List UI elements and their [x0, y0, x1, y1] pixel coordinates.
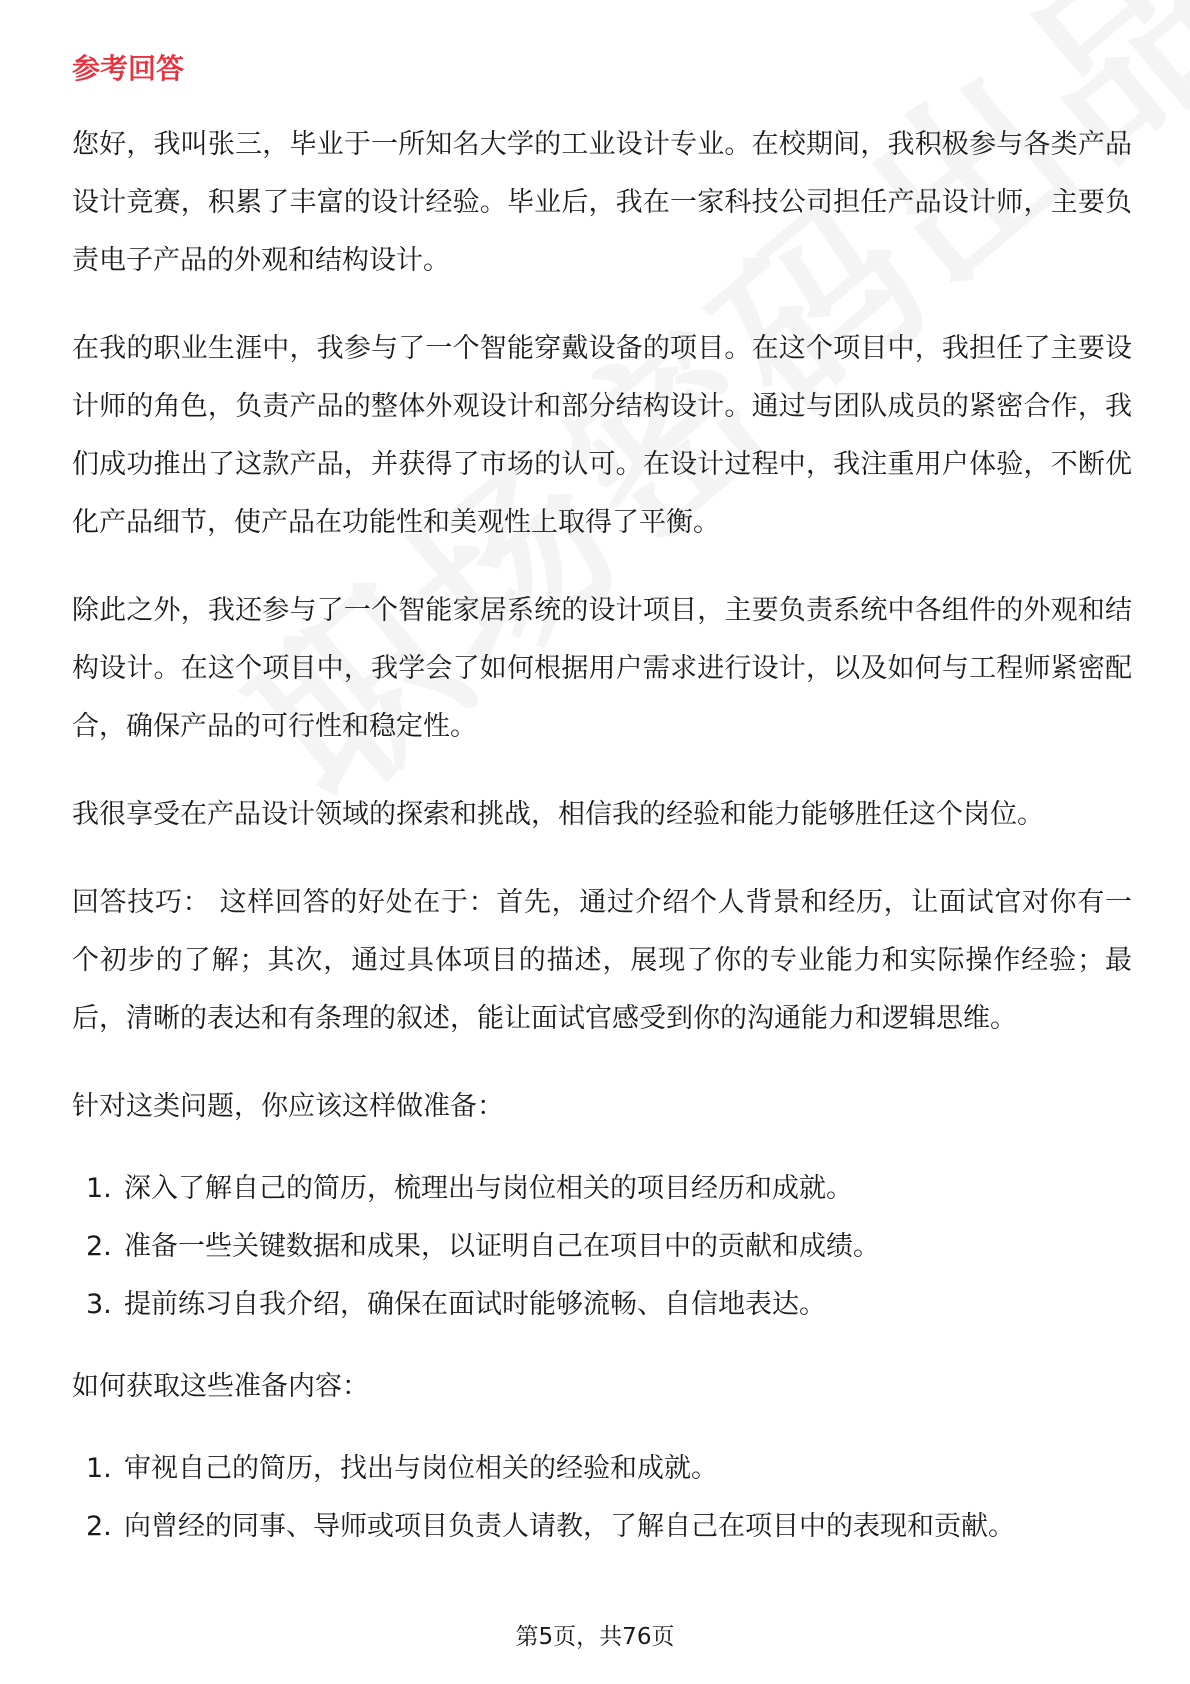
paragraph-intro: 您好，我叫张三，毕业于一所知名大学的工业设计专业。在校期间，我积极参与各类产品设计竞赛，积累了丰富的设计经验。毕业后，我在一家科技公司担任产品设计师，主要负责电子产品的外观和结构设计。: [72, 129, 1132, 276]
paragraph-answer-tips: 回答技巧： 这样回答的好处在于：首先，通过介绍个人背景和经历，让面试官对你有一个初步的了解；其次，通过具体项目的描述，展现了你的专业能力和实际操作经验；最后，清晰的表达和有条理的叙述，能让面试官感受到你的沟通能力和逻辑思维。: [72, 887, 1132, 1034]
paragraph-wearable-project: 在我的职业生涯中，我参与了一个智能穿戴设备的项目。在这个项目中，我担任了主要设计师的角色，负责产品的整体外观设计和部分结构设计。通过与团队成员的紧密合作，我们成功推出了这款产品，并获得了市场的认可。在设计过程中，我注重用户体验，不断优化产品细节，使产品在功能性和美观性上取得了平衡。: [72, 333, 1132, 538]
list-item-text: 深入了解自己的简历，梳理出与岗位相关的项目经历和成就。: [124, 1173, 853, 1204]
list-item: [72, 1498, 1132, 1556]
page-number: 第5页，共76页: [515, 1624, 675, 1650]
paragraph-closing: 我很享受在产品设计领域的探索和挑战，相信我的经验和能力能够胜任这个岗位。: [72, 799, 1044, 830]
list-item: [72, 1276, 1132, 1334]
page-content: [72, 48, 1132, 1580]
list-item-text: 提前练习自我介绍，确保在面试时能够流畅、自信地表达。: [124, 1289, 826, 1320]
obtain-list: [72, 1440, 1132, 1556]
list-item-number: 1.: [86, 1173, 112, 1204]
list-item: [72, 1160, 1132, 1218]
list-item-number: 2.: [86, 1511, 112, 1542]
list-item-number: 1.: [86, 1453, 112, 1484]
list-item-number: 3.: [86, 1289, 112, 1320]
list-item-text: 准备一些关键数据和成果，以证明自己在项目中的贡献和成绩。: [124, 1231, 880, 1262]
prep-list: [72, 1160, 1132, 1334]
list-item: [72, 1440, 1132, 1498]
list-item: [72, 1218, 1132, 1276]
list-item-number: 2.: [86, 1231, 112, 1262]
section-title: 参考回答: [72, 52, 185, 85]
prep-heading: 针对这类问题，你应该这样做准备：: [72, 1091, 504, 1122]
paragraph-smart-home-project: 除此之外，我还参与了一个智能家居系统的设计项目，主要负责系统中各组件的外观和结构设计。在这个项目中，我学会了如何根据用户需求进行设计，以及如何与工程师紧密配合，确保产品的可行性和稳定性。: [72, 595, 1132, 742]
list-item-text: 审视自己的简历，找出与岗位相关的经验和成就。: [124, 1453, 718, 1484]
list-item-text: 向曾经的同事、导师或项目负责人请教，了解自己在项目中的表现和贡献。: [124, 1511, 1015, 1542]
obtain-heading: 如何获取这些准备内容：: [72, 1371, 369, 1402]
